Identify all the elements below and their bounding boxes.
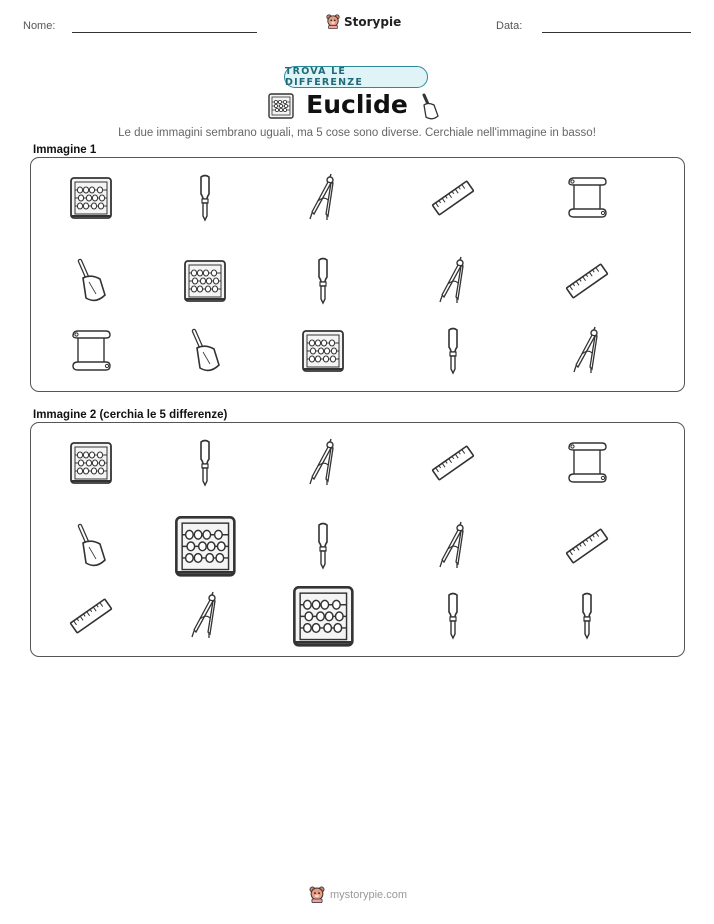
bear-mascot-icon [326, 14, 340, 29]
ruler-icon[interactable] [68, 593, 114, 639]
chisel-icon[interactable] [314, 522, 332, 570]
scroll-icon [70, 328, 112, 374]
abacus-icon [300, 328, 346, 374]
abacus-icon [267, 92, 295, 120]
scroll-icon[interactable] [566, 440, 608, 486]
brand-name: Storypie [344, 14, 402, 29]
chisel-icon [444, 327, 462, 375]
bear-mascot-icon [309, 886, 325, 903]
chisel-icon [196, 174, 214, 222]
footer-url: mystorypie.com [330, 888, 408, 901]
footer [309, 886, 407, 903]
ruler-icon[interactable] [430, 440, 476, 486]
compass-icon[interactable] [306, 439, 340, 487]
page-title: Euclide [306, 90, 408, 119]
trowel-icon[interactable] [74, 522, 108, 570]
trowel-icon [74, 257, 108, 305]
compass-icon[interactable] [188, 592, 222, 640]
chisel-icon[interactable] [444, 592, 462, 640]
image1-panel [30, 157, 685, 392]
abacus-icon [182, 258, 228, 304]
trowel-icon [188, 327, 222, 375]
date-label: Data: [496, 20, 523, 32]
trowel-icon [418, 92, 442, 122]
abacus-icon[interactable] [68, 440, 114, 486]
scroll-icon [566, 175, 608, 221]
compass-icon [306, 174, 340, 222]
activity-badge: TROVA LE DIFFERENZE [284, 66, 428, 88]
ruler-icon[interactable] [564, 523, 610, 569]
compass-icon [436, 257, 470, 305]
abacus-icon [68, 175, 114, 221]
abacus-icon[interactable] [290, 583, 357, 650]
image1-label: Immagine 1 [33, 144, 97, 156]
chisel-icon[interactable] [578, 592, 596, 640]
instructions: Le due immagini sembrano uguali, ma 5 cose sono diverse. Cerchiale nell'immagine in basso! [118, 127, 596, 139]
brand-logo [326, 14, 401, 29]
image2-panel[interactable] [30, 422, 685, 657]
ruler-icon [564, 258, 610, 304]
ruler-icon [430, 175, 476, 221]
name-label: Nome: [23, 20, 56, 32]
date-field[interactable] [542, 32, 691, 33]
compass-icon [570, 327, 604, 375]
abacus-icon[interactable] [172, 513, 239, 580]
chisel-icon[interactable] [196, 439, 214, 487]
compass-icon[interactable] [436, 522, 470, 570]
image2-label: Immagine 2 (cerchia le 5 differenze) [33, 409, 228, 421]
chisel-icon [314, 257, 332, 305]
name-field[interactable] [72, 32, 257, 33]
